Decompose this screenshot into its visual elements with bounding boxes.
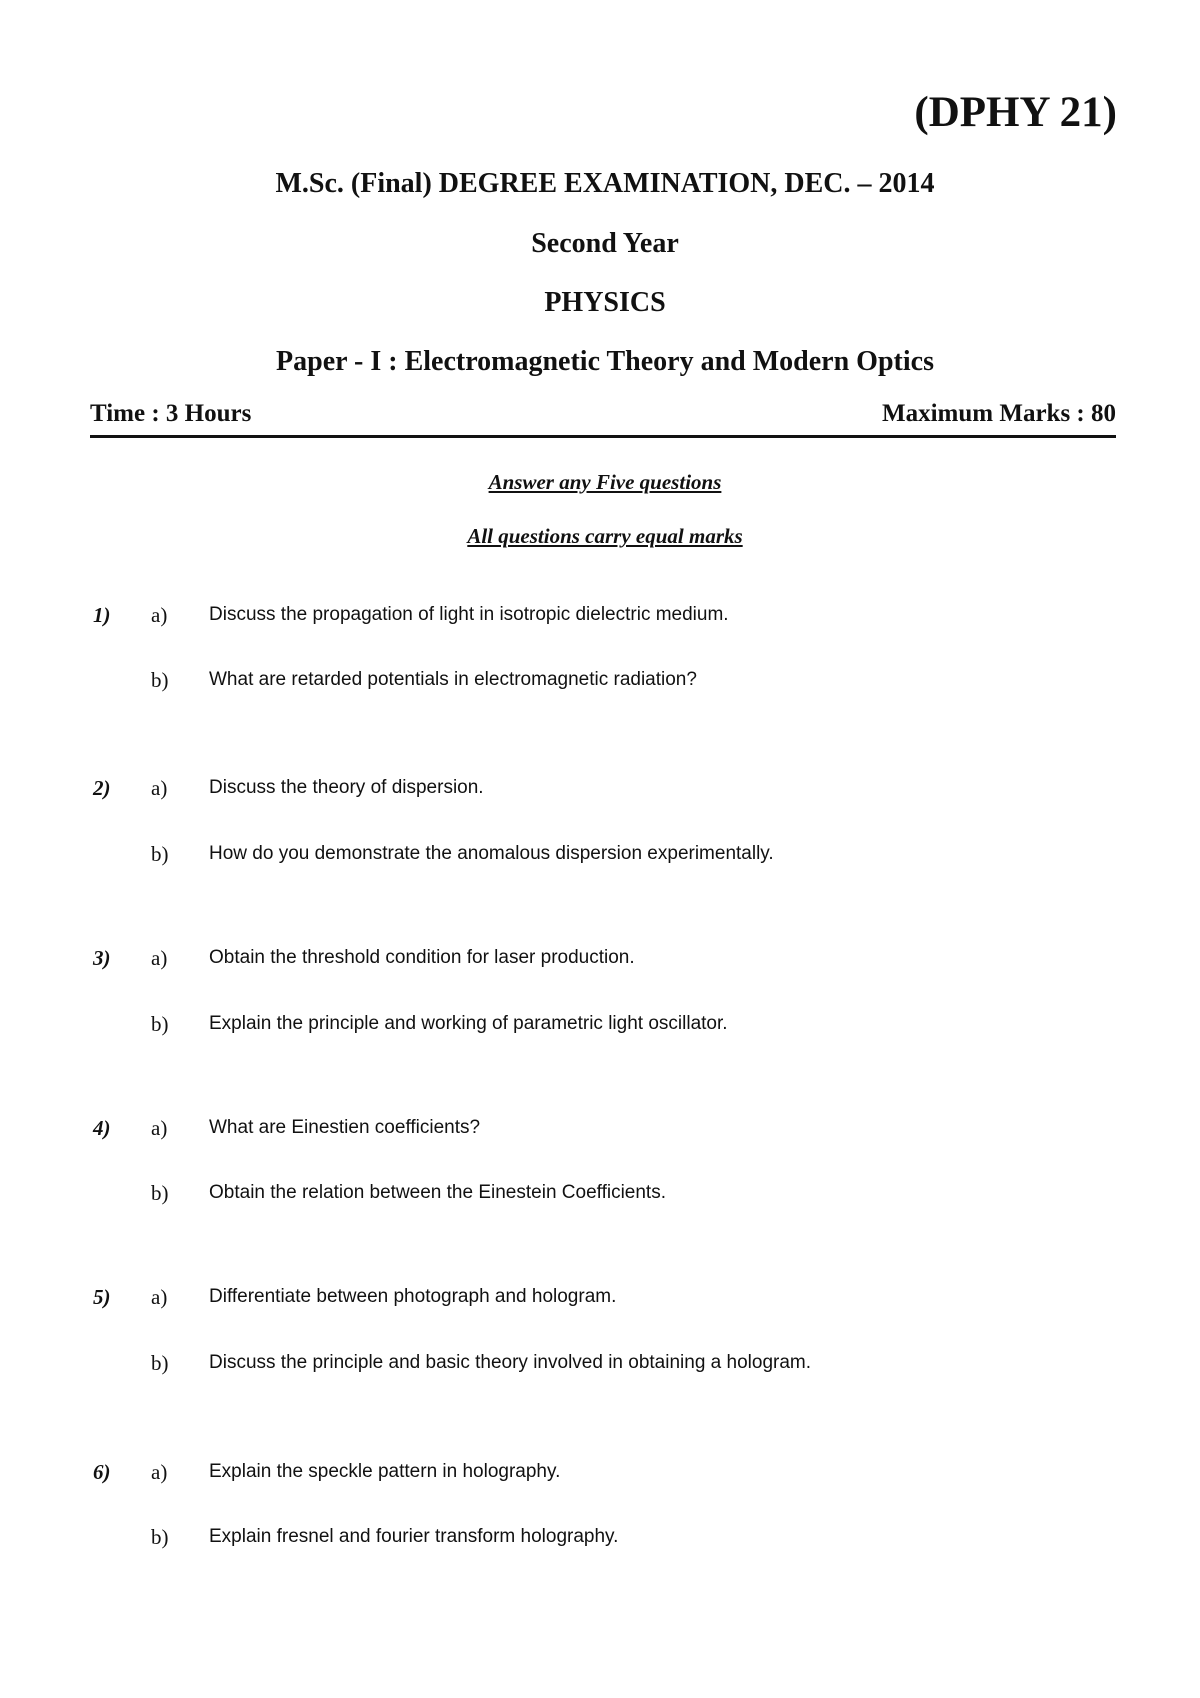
part-label: b) (151, 1012, 169, 1036)
part-label: b) (151, 1351, 169, 1375)
question-5-part-a (0, 1285, 1200, 1313)
question-text: Explain the speckle pattern in holography. (209, 1461, 561, 1482)
header-divider (90, 435, 1116, 438)
question-3-part-b (0, 1012, 1200, 1040)
instruction-equal-marks: All questions carry equal marks (467, 524, 743, 548)
paper-code: (DPHY 21) (914, 89, 1117, 136)
question-1-part-a (0, 603, 1200, 631)
question-text: Discuss the propagation of light in isotropic dielectric medium. (209, 604, 729, 625)
part-label: b) (151, 842, 169, 866)
question-text: What are Einestien coefficients? (209, 1117, 481, 1138)
question-2-part-b (0, 842, 1200, 870)
exam-meta-row (90, 400, 1116, 428)
question-1-part-b (0, 668, 1200, 696)
part-label: a) (151, 946, 168, 970)
question-text: Obtain the threshold condition for laser production. (209, 947, 635, 968)
question-text: How do you demonstrate the anomalous dispersion experimentally. (209, 843, 774, 864)
question-number: 4) (93, 1116, 111, 1140)
question-text: What are retarded potentials in electromagnetic radiation? (209, 669, 697, 690)
question-3-part-a (0, 946, 1200, 974)
question-number: 2) (93, 776, 111, 800)
part-label: a) (151, 603, 168, 627)
question-number: 6) (93, 1460, 111, 1484)
part-label: b) (151, 1525, 169, 1549)
paper-title: Paper - I : Electromagnetic Theory and Modern Optics (276, 346, 934, 377)
question-5-part-b (0, 1351, 1200, 1379)
question-6-part-b (0, 1525, 1200, 1553)
instruction-answer-any: Answer any Five questions (488, 470, 722, 494)
part-label: a) (151, 776, 168, 800)
question-2-part-a (0, 776, 1200, 804)
question-text: Differentiate between photograph and hologram. (209, 1286, 617, 1307)
question-4-part-b (0, 1181, 1200, 1209)
exam-max-marks: Maximum Marks : 80 (882, 400, 1116, 427)
part-label: a) (151, 1116, 168, 1140)
exam-time: Time : 3 Hours (90, 400, 252, 427)
question-number: 1) (93, 603, 111, 627)
exam-subject: PHYSICS (544, 287, 666, 318)
question-text: Explain the principle and working of parametric light oscillator. (209, 1013, 728, 1034)
part-label: b) (151, 1181, 169, 1205)
question-text: Discuss the principle and basic theory involved in obtaining a hologram. (209, 1352, 812, 1373)
question-6-part-a (0, 1460, 1200, 1488)
question-number: 5) (93, 1285, 111, 1309)
part-label: a) (151, 1285, 168, 1309)
part-label: a) (151, 1460, 168, 1484)
exam-year: Second Year (531, 228, 679, 259)
question-text: Discuss the theory of dispersion. (209, 777, 484, 798)
question-number: 3) (93, 946, 111, 970)
question-4-part-a (0, 1116, 1200, 1144)
question-text: Explain fresnel and fourier transform holography. (209, 1526, 619, 1547)
exam-title: M.Sc. (Final) DEGREE EXAMINATION, DEC. – 2014 (275, 168, 935, 199)
question-text: Obtain the relation between the Einestein Coefficients. (209, 1182, 666, 1203)
part-label: b) (151, 668, 169, 692)
